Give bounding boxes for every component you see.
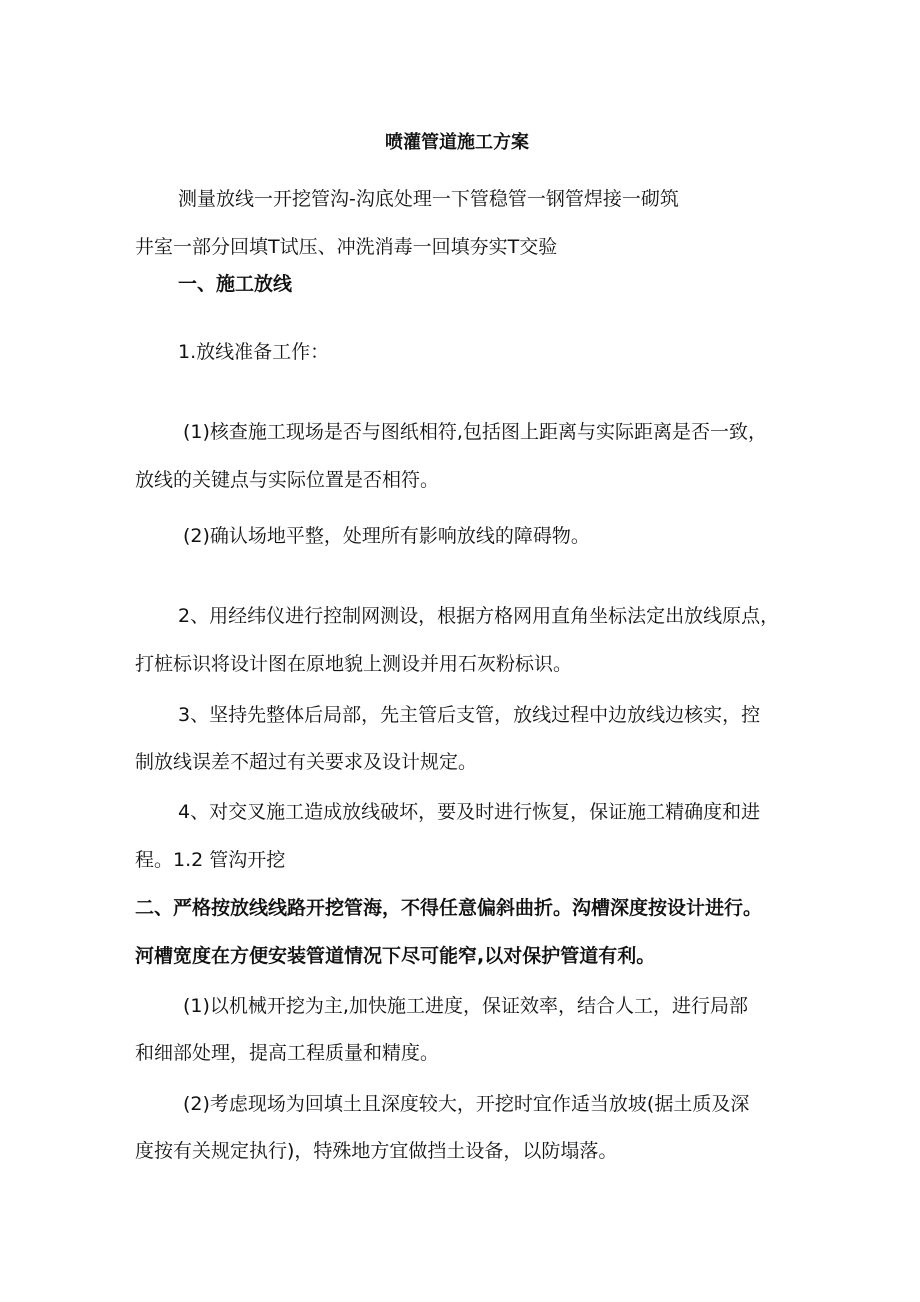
paragraph-4-line-2: 程。1.2 管沟开挖 <box>135 849 286 871</box>
section-2-item-1-line-1: (1)以机械开挖为主,加快施工进度，保证效率，结合人工，进行局部 <box>183 995 748 1017</box>
section-2-item-1-line-2: 和细部处理，提高工程质量和精度。 <box>135 1042 440 1064</box>
intro-line-2: 井室一部分回填T试压、冲洗消毒一回填夯实T交验 <box>135 236 558 258</box>
subsection-1-title: 1.放线准备工作： <box>178 341 330 363</box>
section-2-item-2-line-2: 度按有关规定执行)，特殊地方宜做挡土设备，以防塌落。 <box>135 1140 618 1162</box>
section-2-line-2: 河槽宽度在方便安装管道情况下尽可能窄,以对保护管道有利。 <box>135 945 656 967</box>
paragraph-3-line-1: 3、坚持先整体后局部，先主管后支管，放线过程中边放线边核实，控 <box>178 704 761 726</box>
paragraph-2-line-1: 2、用经纬仪进行控制网测设，根据方格网用直角坐标法定出放线原点， <box>178 605 780 627</box>
section-2-line-1: 二、严格按放线线路开挖管海，不得任意偏斜曲折。沟槽深度按设计进行。 <box>135 897 763 919</box>
item-1-line-2: 放线的关键点与实际位置是否相符。 <box>135 469 440 491</box>
section-2-item-2-line-1: (2)考虑现场为回填土且深度较大，开挖时宜作适当放坡(据土质及深 <box>183 1093 750 1115</box>
section-1-heading: 一、施工放线 <box>178 273 293 295</box>
intro-line-1: 测量放线一开挖管沟-沟底处理一下管稳管一钢管焊接一砌筑 <box>178 188 679 210</box>
paragraph-3-line-2: 制放线误差不超过有关要求及设计规定。 <box>135 751 478 773</box>
paragraph-2-line-2: 打桩标识将设计图在原地貌上测设并用石灰粉标识。 <box>135 653 573 675</box>
item-1-line-1: (1)核查施工现场是否与图纸相符,包括图上距离与实际距离是否一致， <box>183 421 767 443</box>
document-title: 喷灌管道施工方案 <box>385 132 529 153</box>
item-2: (2)确认场地平整，处理所有影响放线的障碍物。 <box>183 525 590 547</box>
paragraph-4-line-1: 4、对交叉施工造成放线破坏，要及时进行恢复，保证施工精确度和进 <box>178 801 761 823</box>
